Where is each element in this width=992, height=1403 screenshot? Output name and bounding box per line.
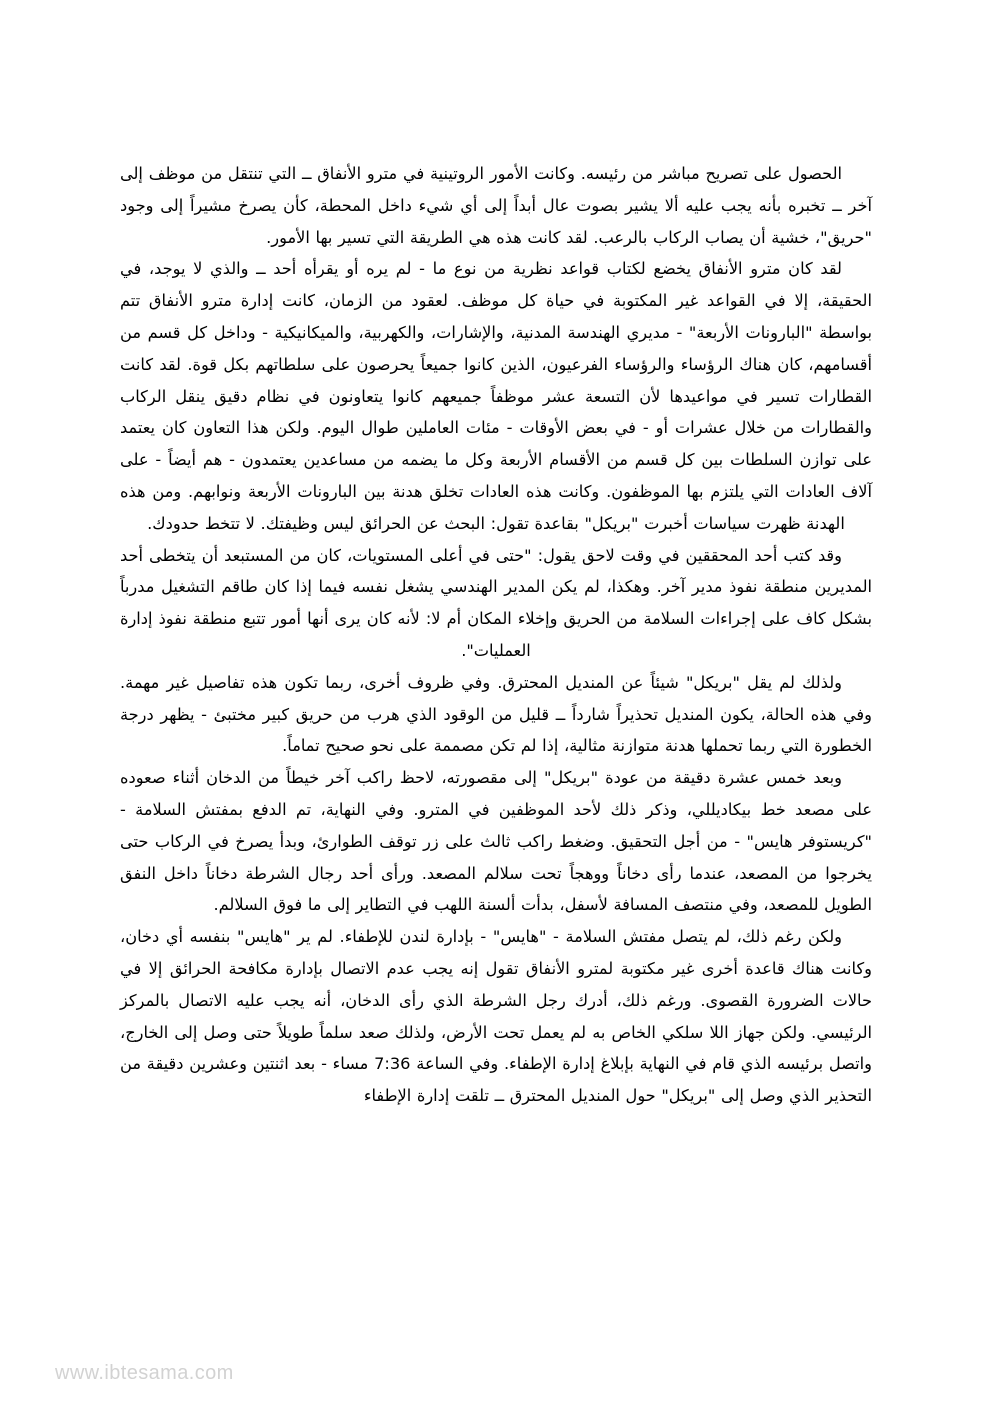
document-body bbox=[114, 158, 872, 1112]
site-watermark: www.ibtesama.com bbox=[55, 1362, 234, 1384]
paragraph: وقد كتب أحد المحققين في وقت لاحق يقول: "حتى في أعلى المستويات، كان من المستبعد أن يتخطى أحد المديرين منطقة نفوذ مدير آخر. وهكذا، لم يكن المدير الهندسي يشغل نفسه فيما إذا كان طاقم التشغيل مدرباً بشكل كاف على إجراءات السلامة من الحريق وإخلاء المكان أم لا: لأنه كان يرى أنها أمور تتبع منطقة نفوذ إدارة العمليات". bbox=[114, 545, 872, 660]
paragraph: لقد كان مترو الأنفاق يخضع لكتاب قواعد نظرية من نوع ما - لم يره أو يقرأه أحد ــ والذي لا يوجد، في الحقيقة، إلا في القواعد غير المكتوبة في حياة كل موظف. لعقود من الزمان، كانت إدارة مترو الأنفاق تتم بواسطة "البارونات الأربعة" - مديري الهندسة المدنية، والإشارات، والكهربية، والميكانيكية - وداخل كل قسم من أقسامهم، كان هناك الرؤساء والرؤساء الفرعيون، الذين كانوا جميعاً يحرصون على سلطاتهم بكل قوة. لقد كانت القطارات تسير في مواعيدها لأن التسعة عشر موظفاً جميعهم كانوا يتعاونون في نظام دقيق ينقل الركاب والقطارات من خلال عشرات أو - في بعض الأوقات - مئات العاملين طوال اليوم. ولكن هذا التعاون كان يعتمد على توازن السلطات بين كل قسم من الأقسام الأربعة وكل ما يضمه من مساعدين يعتمدون - هم أيضاً - على آلاف العادات التي يلتزم بها الموظفون. وكانت هذه العادات تخلق هدنة بين البارونات الأربعة ونوابهم. ومن هذه الهدنة ظهرت سياسات أخبرت "بريكل" بقاعدة تقول: البحث عن الحرائق ليس وظيفتك. لا تتخط حدودك. bbox=[114, 259, 872, 533]
paragraph: الحصول على تصريح مباشر من رئيسه. وكانت الأمور الروتينية في مترو الأنفاق ــ التي تنتقل من موظف إلى آخر ــ تخبره بأنه يجب عليه ألا يشير بصوت عال أبداً إلى أي شيء داخل المحطة، كأن يصرخ مشيراً إلى وجود "حريق"، خشية أن يصاب الركاب بالرعب. لقد كانت هذه هي الطريقة التي تسير بها الأمور. bbox=[114, 164, 872, 247]
paragraph: ولذلك لم يقل "بريكل" شيئاً عن المنديل المحترق. وفي ظروف أخرى، ربما تكون هذه تفاصيل غير مهمة. وفي هذه الحالة، يكون المنديل تحذيراً شارداً ــ قليل من الوقود الذي هرب من حريق كبير مختبئ - يظهر درجة الخطورة التي ربما تحملها هدنة متوازنة مثالية، إذا لم تكن مصممة على نحو صحيح تماماً. bbox=[114, 672, 872, 756]
paragraph: وبعد خمس عشرة دقيقة من عودة "بريكل" إلى مقصورته، لاحظ راكب آخر خيطاً من الدخان أثناء صعوده على مصعد خط بيكاديللي، وذكر ذلك لأحد الموظفين في المترو. وفي النهاية، تم الدفع بمفتش السلامة - "كريستوفر هايس" - من أجل التحقيق. وضغط راكب ثالث على زر توقف الطوارئ، وبدأ يصرخ في الركاب حتى يخرجوا من المصعد، عندما رأى دخاناً ووهجاً تحت سلالم المصعد. ورأى أحد رجال الشرطة دخاناً داخل النفق الطويل للمصعد، وفي منتصف المسافة لأسفل، بدأت ألسنة اللهب في التطاير إلى ما فوق السلالم. bbox=[114, 768, 872, 915]
paragraph: ولكن رغم ذلك، لم يتصل مفتش السلامة - "هايس" - بإدارة لندن للإطفاء. لم ير "هايس" بنفسه أي دخان، وكانت هناك قاعدة أخرى غير مكتوبة لمترو الأنفاق تقول إنه يجب عدم الاتصال بإدارة مكافحة الحرائق إلا في حالات الضرورة القصوى. ورغم ذلك، أدرك رجل الشرطة الذي رأى الدخان، أنه يجب عليه الاتصال بالمركز الرئيسي. ولكن جهاز اللا سلكي الخاص به لم يعمل تحت الأرض، ولذلك صعد سلماً طويلاً حتى وصل إلى الخارج، واتصل برئيسه الذي قام في النهاية بإبلاغ إدارة الإطفاء. وفي الساعة 7:36 مساء - بعد اثنتين وعشرين دقيقة من التحذير الذي وصل إلى "بريكل" حول المنديل المحترق ــ تلقت إدارة الإطفاء bbox=[114, 927, 872, 1106]
